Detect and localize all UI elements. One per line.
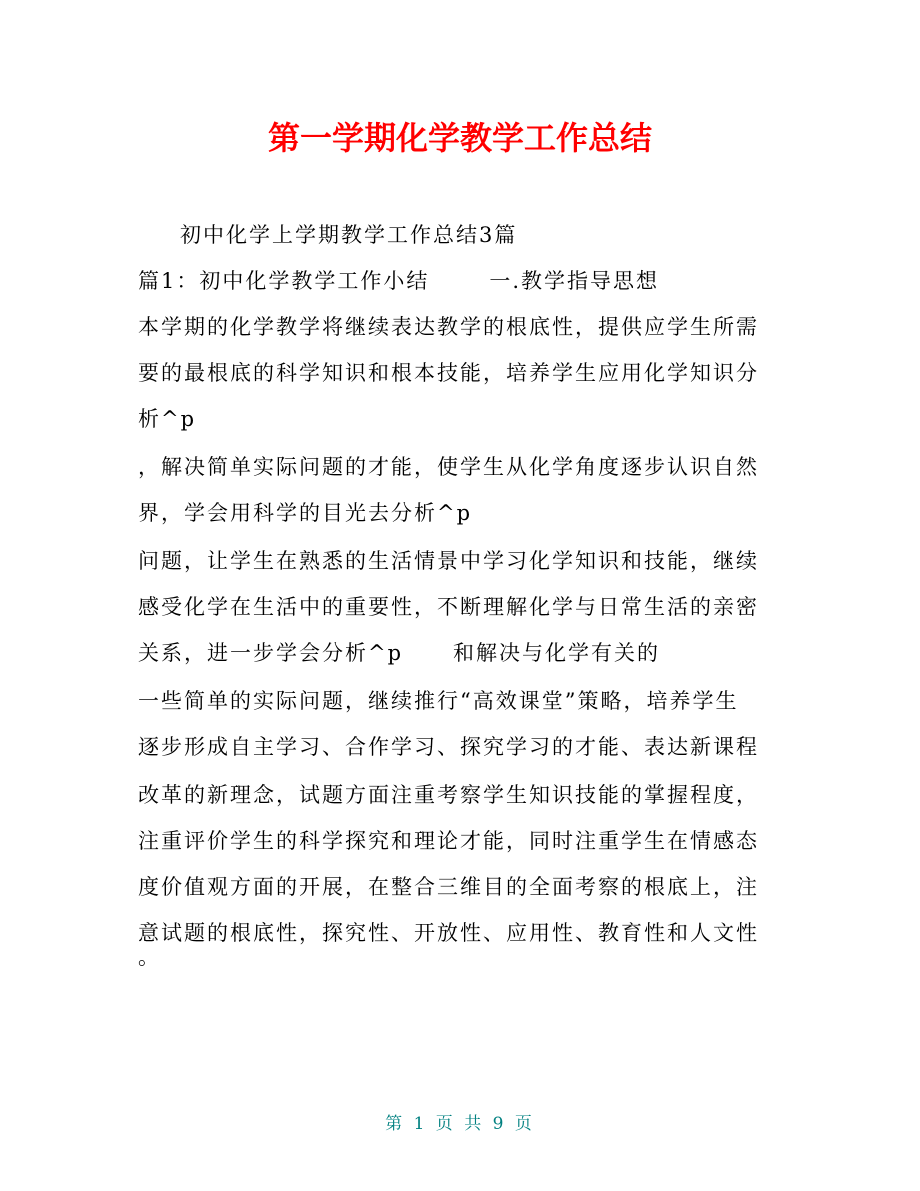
body-line xyxy=(138,638,660,668)
section-heading-line xyxy=(138,266,659,296)
body-line-part1: 关系，进一步学会分析^p xyxy=(138,641,404,665)
page-number-footer: 第 1 页 共 9 页 xyxy=(385,1114,535,1134)
body-line: 度价值观方面的开展，在整合三维目的全面考察的根底上，注 xyxy=(138,875,759,899)
section-heading-part2: 一.教学指导思想 xyxy=(489,269,660,293)
body-line-part2: 和解决与化学有关的 xyxy=(453,641,661,665)
body-line: 逐步形成自主学习、合作学习、探究学习的才能、表达新课程 xyxy=(138,735,759,759)
body-line: 析^p xyxy=(138,407,197,431)
document-subtitle: 初中化学上学期教学工作总结3篇 xyxy=(180,223,518,247)
document-title: 第一学期化学教学工作总结 xyxy=(267,119,652,157)
body-line: ，解决简单实际问题的才能，使学生从化学角度逐步认识自然 xyxy=(138,455,759,479)
section-heading-part1: 篇1：初中化学教学工作小结 xyxy=(138,269,430,293)
body-line: 意试题的根底性，探究性、开放性、应用性、教育性和人文性 xyxy=(138,921,759,945)
body-line: 感受化学在生活中的重要性，不断理解化学与日常生活的亲密 xyxy=(138,595,759,619)
body-line: 改革的新理念，试题方面注重考察学生知识技能的掌握程度， xyxy=(138,783,759,807)
body-line: 问题，让学生在熟悉的生活情景中学习化学知识和技能，继续 xyxy=(138,549,759,573)
body-line: 一些简单的实际问题，继续推行“高效课堂”策略，培养学生 xyxy=(138,689,739,713)
body-line: 界，学会用科学的目光去分析^p xyxy=(138,501,473,525)
body-line: 注重评价学生的科学探究和理论才能，同时注重学生在情感态 xyxy=(138,829,759,853)
body-line: 。 xyxy=(138,945,161,969)
body-line: 要的最根底的科学知识和根本技能，培养学生应用化学知识分 xyxy=(138,361,759,385)
body-line: 本学期的化学教学将继续表达教学的根底性，提供应学生所需 xyxy=(138,315,759,339)
